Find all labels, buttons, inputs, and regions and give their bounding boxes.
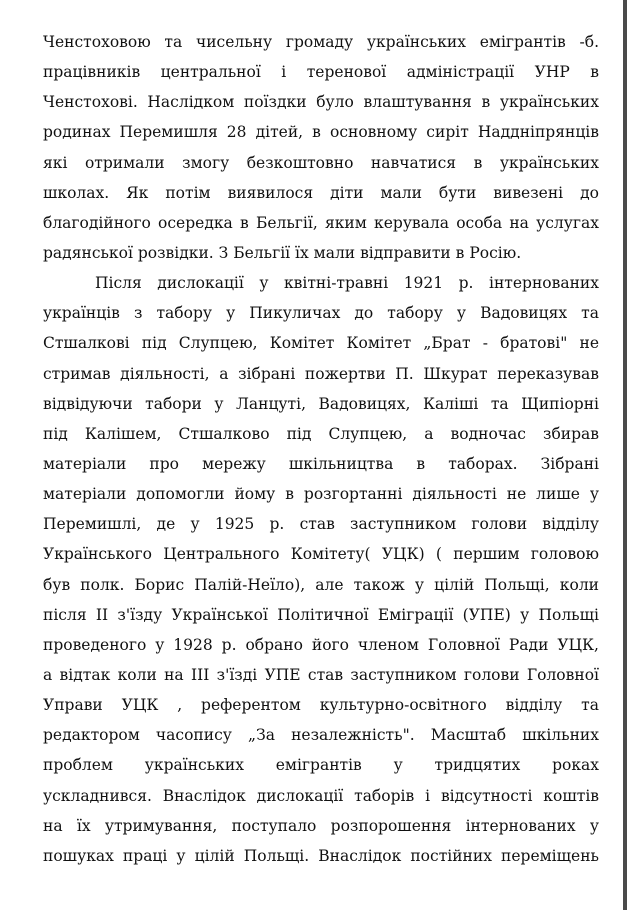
text-line: українців з табору у Пикуличах до табору у Вадовицях та (43, 304, 599, 323)
text-line: Стшалкові під Слупцею, Комітет Комітет „Брат - братові" не (43, 334, 599, 353)
text-line: радянської розвідки. З Бельгії їх мали відправити в Росію. (43, 243, 522, 262)
text-line: пошуках праці у цілій Польщі. Внаслідок постійних переміщень (43, 846, 599, 865)
paragraph-1 (43, 27, 599, 268)
text-line: проведеного у 1928 р. обрано його членом Головної Ради УЦК, (43, 635, 599, 654)
text-line: які отримали змогу безкоштовно навчатися в українських (43, 153, 599, 172)
text-line: Управи УЦК , референтом культурно-освітного відділу та (43, 696, 599, 715)
text-line: ускладнився. Внаслідок дислокації таборів і відсутності коштів (43, 786, 599, 805)
text-line: родинах Перемишля 28 дітей, в основному сиріт Наддніпрянців (43, 123, 599, 142)
text-line: матеріали допомогли йому в розгортанні діяльності не лише у (43, 485, 599, 504)
text-line: Після дислокації у квітні-травні 1921 р. інтернованих (95, 274, 599, 293)
text-line: Ченстохові. Наслідком поїздки було влаштування в українських (43, 93, 599, 112)
text-line: під Калішем, Стшалково під Слупцею, а водночас збирав (43, 424, 599, 443)
text-line: Ченстоховою та чисельну громаду українських емігрантів -б. (43, 33, 599, 51)
paragraph-2 (43, 268, 599, 871)
text-line: Перемишлі, де у 1925 р. став заступником голови відділу (43, 515, 599, 534)
text-line: стримав діяльності, а зібрані пожертви П. Шкурат переказував (43, 364, 599, 383)
text-line: благодійного осередка в Бельгії, яким керувала особа на услугах (43, 213, 599, 232)
scan-edge-shadow (623, 0, 627, 910)
text-line: відвідуючи табори у Ланцуті, Вадовицях, Каліші та Щипіорні (43, 394, 599, 413)
text-line: матеріали про мережу шкільництва в таборах. Зібрані (43, 454, 599, 473)
document-body (43, 27, 599, 871)
text-line: редактором часопису „За незалежність". Масштаб шкільних (43, 726, 599, 745)
text-line: проблем українських емігрантів у тридцятих роках (43, 756, 599, 775)
text-line: на їх утримування, поступало розпорошення інтернованих у (43, 816, 599, 835)
text-line: працівників центральної і теренової адміністрації УНР в (43, 63, 599, 82)
text-line: а відтак коли на ІІІ з'їзді УПЕ став заступником голови Головної (43, 665, 599, 684)
text-line: Українського Центрального Комітету( УЦК) ( першим головою (43, 545, 599, 564)
text-line: школах. Як потім виявилося діти мали бути вивезені до (43, 183, 599, 202)
text-line: після ІІ з'їзду Української Політичної Еміграції (УПЕ) у Польщі (43, 605, 599, 624)
text-line: був полк. Борис Палій-Неїло), але також у цілій Польщі, коли (43, 575, 599, 594)
